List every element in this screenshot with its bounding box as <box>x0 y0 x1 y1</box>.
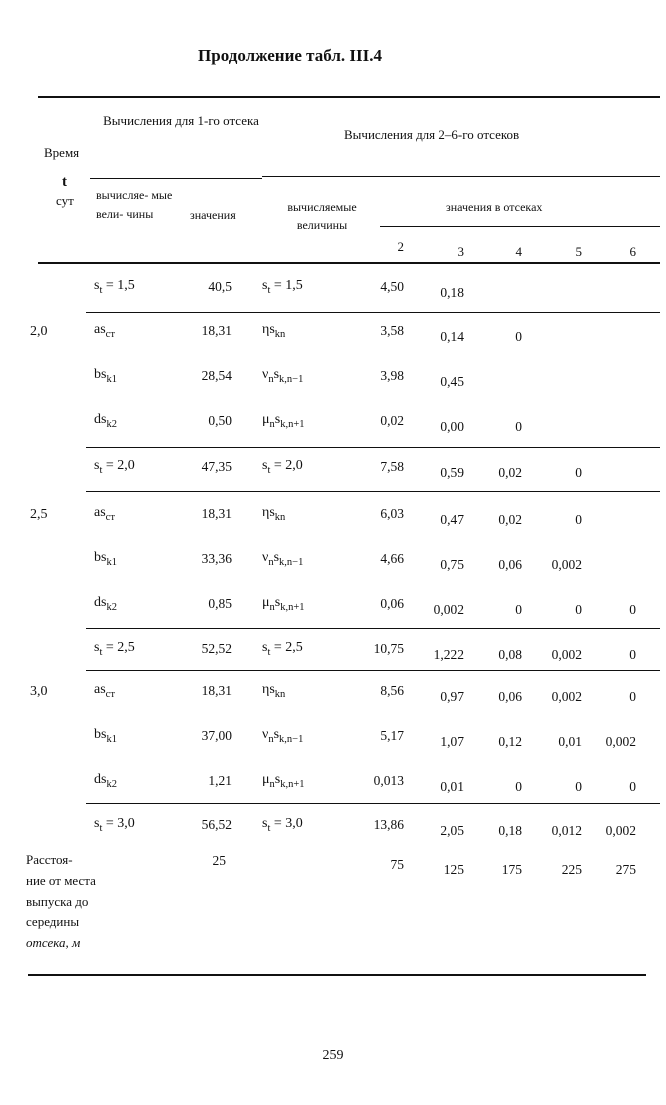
value-section3: 2,05 <box>440 823 464 838</box>
value-section3: 0,18 <box>440 285 464 300</box>
value-section3: 0,45 <box>440 374 464 389</box>
quantity-1 <box>94 772 117 790</box>
value-section6: 0 <box>629 779 636 794</box>
quantity-2-text: $s_t = 2,5$ <box>262 640 303 658</box>
row-rule <box>86 312 660 313</box>
value-section3: 0,47 <box>440 512 464 527</box>
header-bottom-rule <box>38 262 660 264</box>
value-section4: 0,06 <box>498 689 522 704</box>
value-section4: 0,12 <box>498 734 522 749</box>
value-section2: 4,50 <box>380 279 404 294</box>
quantity-1-text: $ds_{k2}$ <box>94 412 117 430</box>
quantity-2 <box>262 640 303 658</box>
quantity-2-text: $s_t = 3,0$ <box>262 816 303 834</box>
distance-value-section4: 175 <box>501 862 522 877</box>
distance-label-line: отсека, м <box>26 935 81 951</box>
quantity-1 <box>94 505 115 523</box>
value-section1: 56,52 <box>201 817 232 832</box>
value-section4: 0,02 <box>498 465 522 480</box>
quantity-2-text: $\nu_ns_{k,n-1}$ <box>262 727 304 745</box>
time-value: 2,0 <box>30 324 48 339</box>
distance-value-section5: 225 <box>561 862 582 877</box>
quantity-2 <box>262 550 303 568</box>
value-section2: 0,02 <box>380 413 404 428</box>
value-section2: 5,17 <box>380 728 404 743</box>
section-number-6: 6 <box>629 244 636 259</box>
value-section4: 0 <box>515 779 522 794</box>
value-section4: 0,02 <box>498 512 522 527</box>
value-section4: 0,08 <box>498 647 522 662</box>
quantity-2 <box>262 595 305 613</box>
value-section3: 0,97 <box>440 689 464 704</box>
page-number: 259 <box>322 1048 344 1063</box>
quantity-1 <box>94 367 117 385</box>
value-section2: 6,03 <box>380 506 404 521</box>
value-section5: 0,002 <box>551 647 582 662</box>
row-rule <box>86 491 660 492</box>
value-section4: 0 <box>515 329 522 344</box>
value-section2: 10,75 <box>373 641 404 656</box>
value-section1: 18,31 <box>201 323 232 338</box>
value-section5: 0 <box>575 602 582 617</box>
top-rule <box>38 96 660 98</box>
value-section5: 0 <box>575 512 582 527</box>
value-section1: 47,35 <box>201 459 232 474</box>
quantity-1-text: $ds_{k2}$ <box>94 772 117 790</box>
value-section2: 0,013 <box>373 773 404 788</box>
quantity-2 <box>262 682 285 700</box>
quantity-1-text: $as_{ст}$ <box>94 682 115 700</box>
value-section4: 0 <box>515 419 522 434</box>
value-section2: 0,06 <box>380 596 404 611</box>
distance-label <box>26 850 146 954</box>
time-unit: сут <box>56 193 74 208</box>
value-section5: 0,002 <box>551 689 582 704</box>
value-section1: 18,31 <box>201 506 232 521</box>
distance-label-line: выпуска до <box>26 893 89 909</box>
section-number-2: 2 <box>397 239 404 254</box>
value-section3: 0,75 <box>440 557 464 572</box>
distance-value-section2: 75 <box>390 857 404 872</box>
quantity-2 <box>262 727 303 745</box>
value-section3: 0,14 <box>440 329 464 344</box>
g2-quantities-header: вычисляемые величины <box>287 200 357 232</box>
value-section5: 0 <box>575 465 582 480</box>
group2-subheader-rule <box>262 176 660 177</box>
value-section5: 0,01 <box>558 734 582 749</box>
quantity-1-text: $bs_{k1}$ <box>94 550 117 568</box>
quantity-1-text: $s_t = 3,0$ <box>94 816 135 834</box>
distance-value-section3: 125 <box>443 862 464 877</box>
quantity-2-text: $\mu_ns_{k,n+1}$ <box>262 595 305 613</box>
quantity-1 <box>94 640 135 658</box>
quantity-1-text: $ds_{k2}$ <box>94 595 117 613</box>
quantity-1-text: $bs_{k1}$ <box>94 727 117 745</box>
bottom-rule <box>28 974 646 976</box>
distance-label-line: ние от места <box>26 872 96 888</box>
quantity-1 <box>94 278 135 296</box>
value-section3: 0,01 <box>440 779 464 794</box>
value-section1: 28,54 <box>201 368 232 383</box>
row-rule <box>86 628 660 629</box>
distance-label-line: середины <box>26 914 80 930</box>
quantity-2-text: $\eta s_{kn}$ <box>262 505 286 523</box>
quantity-2-text: $\mu_ns_{k,n+1}$ <box>262 772 305 790</box>
value-section2: 8,56 <box>380 683 404 698</box>
value-section6: 0,002 <box>605 734 636 749</box>
quantity-1 <box>94 412 117 430</box>
value-section2: 3,98 <box>380 368 404 383</box>
row-rule <box>86 670 660 671</box>
quantity-2-text: $s_t = 2,0$ <box>262 458 303 476</box>
group2-header: Вычисления для 2–6-го отсеков <box>344 127 520 142</box>
value-section2: 7,58 <box>380 459 404 474</box>
value-section3: 1,07 <box>440 734 464 749</box>
time-value: 2,5 <box>30 507 48 522</box>
quantity-2 <box>262 278 303 296</box>
value-section3: 0,002 <box>433 602 464 617</box>
quantity-1-text: $as_{ст}$ <box>94 322 115 340</box>
value-section2: 4,66 <box>380 551 404 566</box>
quantity-2 <box>262 816 303 834</box>
row-rule <box>86 447 660 448</box>
value-section3: 0,00 <box>440 419 464 434</box>
value-section1: 40,5 <box>208 279 232 294</box>
g1-values-header: значения <box>190 208 236 222</box>
quantity-1-text: $bs_{k1}$ <box>94 367 117 385</box>
time-symbol: t <box>62 174 67 190</box>
quantity-2-text: $\nu_ns_{k,n-1}$ <box>262 550 304 568</box>
quantity-2 <box>262 412 305 430</box>
value-section6: 0 <box>629 647 636 662</box>
value-section1: 52,52 <box>201 641 232 656</box>
quantity-2 <box>262 505 285 523</box>
quantity-1-text: $s_t = 2,0$ <box>94 458 135 476</box>
quantity-1-text: $s_t = 1,5$ <box>94 278 135 296</box>
value-section2: 13,86 <box>373 817 404 832</box>
value-section6: 0 <box>629 602 636 617</box>
value-section5: 0,002 <box>551 557 582 572</box>
section-number-5: 5 <box>575 244 582 259</box>
value-section4: 0,06 <box>498 557 522 572</box>
quantity-1 <box>94 727 117 745</box>
quantity-2 <box>262 367 303 385</box>
value-section3: 0,59 <box>440 465 464 480</box>
quantity-2-text: $\nu_ns_{k,n-1}$ <box>262 367 304 385</box>
sections-subheader-rule <box>380 226 660 227</box>
quantity-2 <box>262 772 305 790</box>
value-section6: 0 <box>629 689 636 704</box>
quantity-2 <box>262 458 303 476</box>
quantity-2-text: $\eta s_{kn}$ <box>262 322 286 340</box>
value-section6: 0,002 <box>605 823 636 838</box>
time-label: Время <box>44 145 80 160</box>
table-caption: Продолжение табл. III.4 <box>198 46 382 65</box>
group1-subheader-rule <box>90 178 262 179</box>
section-number-4: 4 <box>515 244 522 259</box>
quantity-1 <box>94 458 135 476</box>
value-section1: 0,85 <box>208 596 232 611</box>
quantity-1 <box>94 595 117 613</box>
value-section3: 1,222 <box>433 647 464 662</box>
value-section1: 1,21 <box>208 773 232 788</box>
value-section1: 0,50 <box>208 413 232 428</box>
section-number-3: 3 <box>457 244 464 259</box>
value-section4: 0,18 <box>498 823 522 838</box>
group1-header: Вычисления для 1-го отсека <box>103 113 259 128</box>
value-section1: 18,31 <box>201 683 232 698</box>
distance-value-section1: 25 <box>212 853 226 868</box>
quantity-2-text: $s_t = 1,5$ <box>262 278 303 296</box>
quantity-2 <box>262 322 285 340</box>
quantity-1-text: $as_{ст}$ <box>94 505 115 523</box>
g1-quantities-header: вычисляе- мые вели- чины <box>96 188 173 221</box>
value-section4: 0 <box>515 602 522 617</box>
quantity-2-text: $\mu_ns_{k,n+1}$ <box>262 412 305 430</box>
quantity-1 <box>94 322 115 340</box>
quantity-2-text: $\eta s_{kn}$ <box>262 682 286 700</box>
time-value: 3,0 <box>30 684 48 699</box>
quantity-1 <box>94 682 115 700</box>
value-section2: 3,58 <box>380 323 404 338</box>
quantity-1 <box>94 550 117 568</box>
row-rule <box>86 803 660 804</box>
value-section5: 0,012 <box>551 823 582 838</box>
distance-label-line: Расстоя- <box>26 852 73 867</box>
g2-values-header: значения в отсеках <box>446 200 543 214</box>
value-section5: 0 <box>575 779 582 794</box>
quantity-1 <box>94 816 135 834</box>
value-section1: 37,00 <box>201 728 232 743</box>
value-section1: 33,36 <box>201 551 232 566</box>
quantity-1-text: $s_t = 2,5$ <box>94 640 135 658</box>
distance-value-section6: 275 <box>615 862 636 877</box>
